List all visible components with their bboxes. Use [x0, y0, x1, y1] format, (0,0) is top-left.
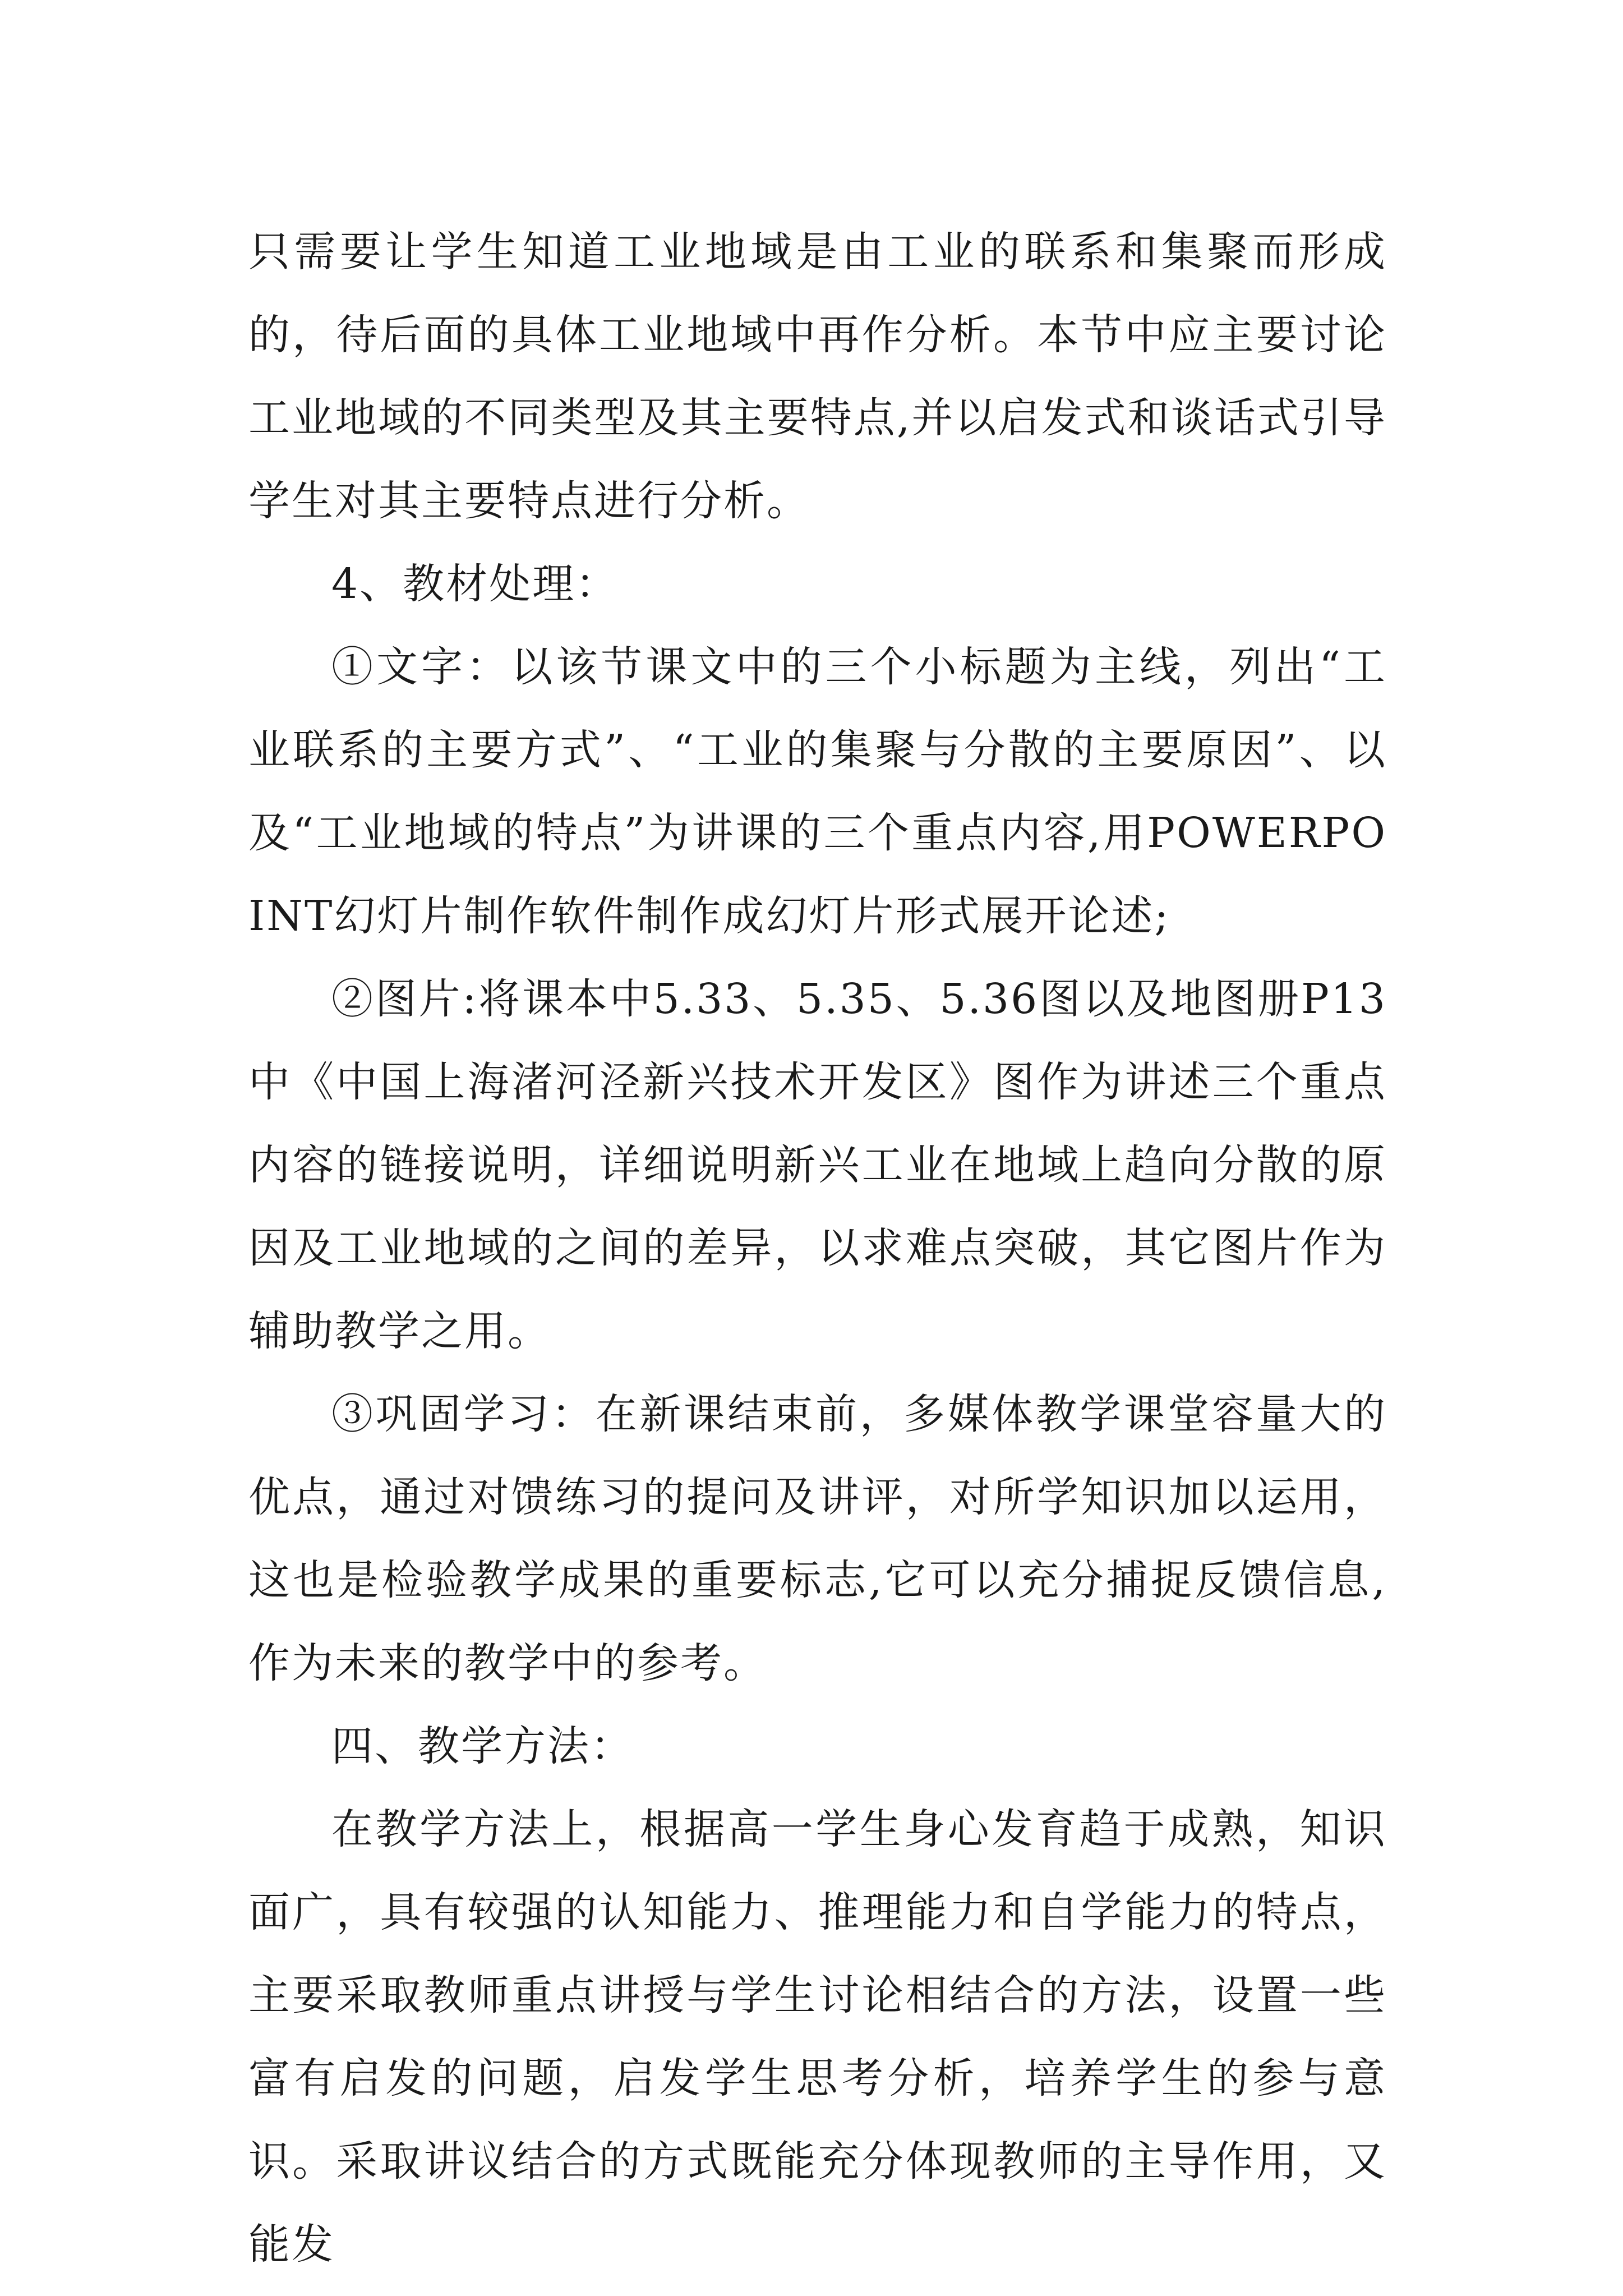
document-body — [248, 210, 1387, 2286]
section-heading-teaching-methods: 四、教学方法： — [331, 1722, 634, 1770]
paragraph-teaching-methods: 在教学方法上，根据高一学生身心发育趋于成熟，知识面广，具有较强的认知能力、推理能力和自学能力的特点，主要采取教师重点讲授与学生讨论相结合的方法，设置一些富有启发的问题，启发学生思考分析，培养学生的参与意识。采取讲议结合的方式既能充分体现教师的主导作用，又能发 — [248, 1805, 1387, 2269]
paragraph-text-handling: ①文字：以该节课文中的三个小标题为主线，列出“工业联系的主要方式”、“工业的集聚与分散的主要原因”、以及“工业地域的特点”为讲课的三个重点内容,用POWERPOINT幻灯片制作软件制作成幻灯片形式展开论述; — [248, 643, 1387, 940]
paragraph-images: ②图片:将课本中5.33、5.35、5.36图以及地图册P13中《中国上海渚河泾新兴技术开发区》图作为讲述三个重点内容的链接说明，详细说明新兴工业在地域上趋向分散的原因及工业地域的之间的差异，以求难点突破，其它图片作为辅助教学之用。 — [248, 975, 1387, 1355]
paragraph-consolidation: ③巩固学习：在新课结束前，多媒体教学课堂容量大的优点，通过对馈练习的提问及讲评，对所学知识加以运用，这也是检验教学成果的重要标志,它可以充分捕捉反馈信息,作为未来的教学中的参考。 — [248, 1390, 1387, 1687]
paragraph-continuation: 只需要让学生知道工业地域是由工业的联系和集聚而形成的，待后面的具体工业地域中再作分析。本节中应主要讨论工业地域的不同类型及其主要特点,并以启发式和谈话式引导学生对其主要特点进行分析。 — [248, 228, 1387, 525]
section-heading-material-handling: 4、教材处理： — [331, 560, 619, 608]
